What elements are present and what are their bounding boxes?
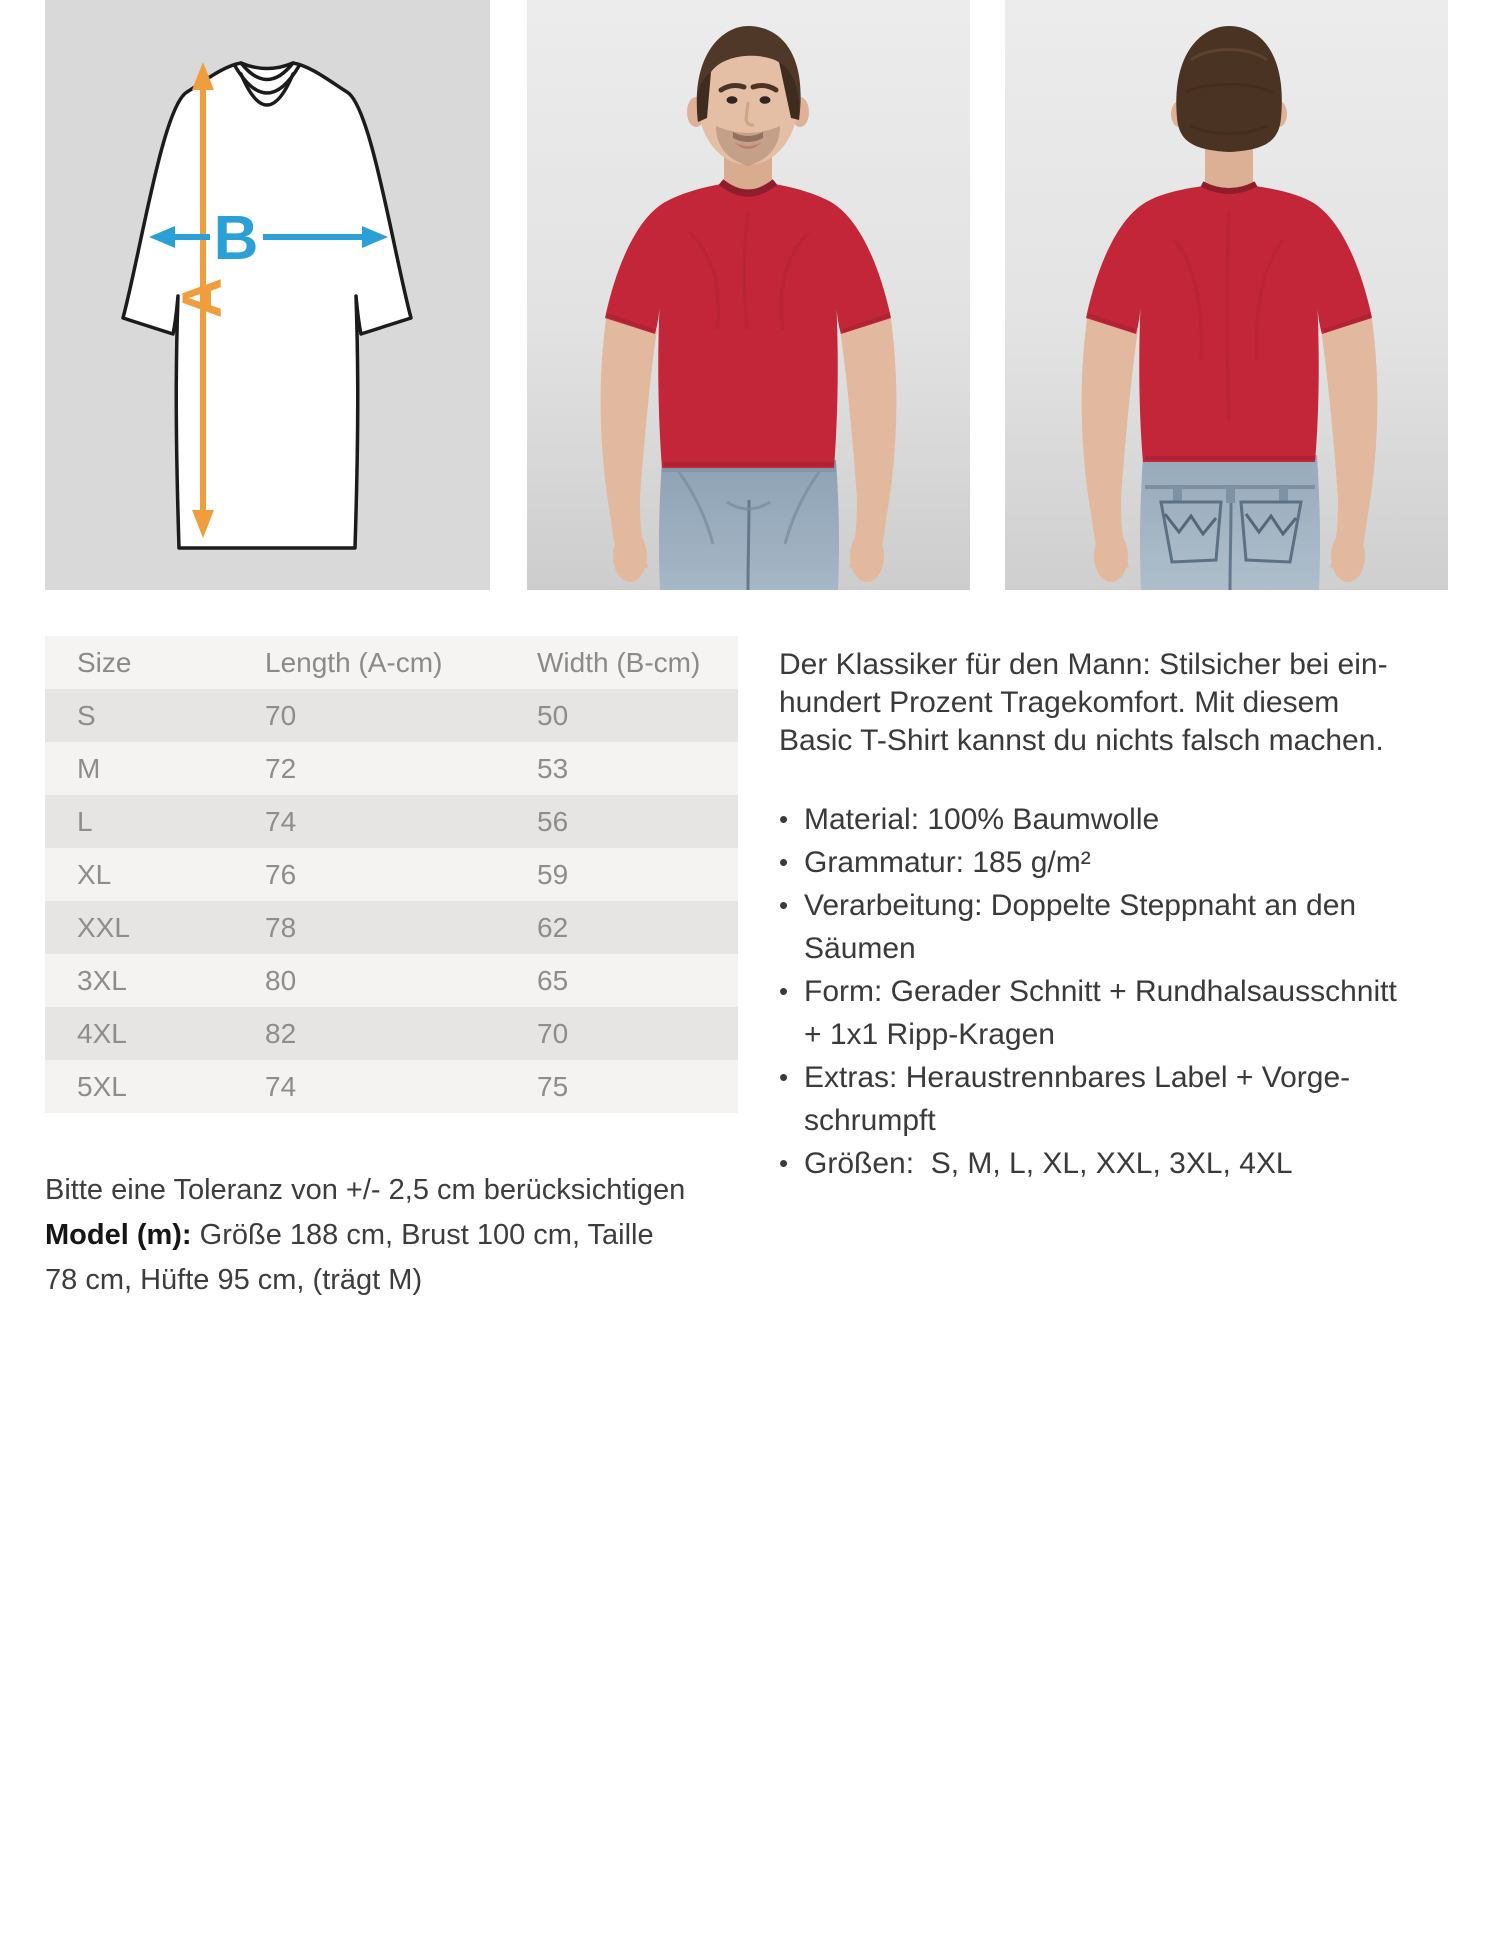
cell-size: M — [77, 752, 101, 784]
label-b: B — [213, 204, 259, 273]
list-item — [779, 884, 1489, 970]
tolerance-note — [45, 1168, 685, 1303]
col-header-width: Width (B-cm) — [537, 646, 701, 678]
cell-size: L — [77, 805, 93, 837]
cell-width: 65 — [537, 964, 569, 996]
cell-length: 72 — [265, 752, 297, 784]
cell-size: 4XL — [77, 1017, 127, 1049]
bullet-icon: • — [779, 847, 789, 877]
table-row — [45, 795, 738, 848]
cell-width: 75 — [537, 1070, 569, 1102]
bullet-icon: • — [779, 890, 789, 920]
list-item — [779, 1142, 1489, 1185]
label-a: A — [170, 277, 233, 319]
cell-size: 5XL — [77, 1070, 127, 1102]
cell-width: 53 — [537, 752, 569, 784]
bullet-icon: • — [779, 976, 789, 1006]
col-header-length: Length (A-cm) — [265, 646, 443, 678]
model-line-1 — [45, 1213, 685, 1258]
intro-line: Basic T-Shirt kannst du nichts falsch machen. — [779, 724, 1384, 757]
tshirt-measure-diagram-icon — [45, 0, 490, 590]
table-row — [45, 848, 738, 901]
cell-width: 59 — [537, 858, 569, 890]
model-back-photo — [1005, 0, 1448, 590]
cell-length: 80 — [265, 964, 297, 996]
intro-line: Der Klassiker für den Mann: Stilsicher bei ein- — [779, 648, 1388, 681]
model-back-illustration — [1005, 0, 1448, 590]
model-label: Model (m): — [45, 1219, 192, 1251]
cell-size: XL — [77, 858, 112, 890]
feature-text: Extras: Heraustrennbares Label + Vorge- — [804, 1061, 1351, 1094]
table-row — [45, 742, 738, 795]
jeans-front — [659, 460, 839, 590]
col-header-size: Size — [77, 646, 132, 678]
cell-length: 76 — [265, 858, 297, 890]
model-front-photo — [527, 0, 970, 590]
list-item — [779, 798, 1489, 841]
jeans-back — [1140, 455, 1320, 590]
cell-size: 3XL — [77, 964, 127, 996]
list-item — [779, 970, 1489, 1056]
tolerance-line: Bitte eine Toleranz von +/- 2,5 cm berücksichtigen — [45, 1174, 686, 1206]
feature-text: Säumen — [804, 932, 916, 965]
size-table-header — [45, 636, 738, 689]
list-item — [779, 1056, 1489, 1142]
cell-length: 78 — [265, 911, 297, 943]
bullet-icon: • — [779, 804, 789, 834]
feature-text: Grammatur: 185 g/m² — [804, 846, 1091, 879]
description-intro — [779, 646, 1489, 760]
feature-text: Größen: S, M, L, XL, XXL, 3XL, 4XL — [804, 1147, 1293, 1180]
model-line-rest: Größe 188 cm, Brust 100 cm, Taille — [191, 1219, 654, 1251]
feature-text: Form: Gerader Schnitt + Rundhalsausschnitt — [804, 975, 1397, 1008]
cell-size: XXL — [77, 911, 130, 943]
list-item — [779, 841, 1489, 884]
cell-size: S — [77, 699, 96, 731]
feature-list — [779, 798, 1489, 1185]
intro-line: hundert Prozent Tragekomfort. Mit diesem — [779, 686, 1340, 719]
cell-length: 74 — [265, 1070, 297, 1102]
cell-length: 70 — [265, 699, 297, 731]
feature-text: schrumpft — [804, 1104, 936, 1137]
table-row — [45, 1060, 738, 1113]
bullet-icon: • — [779, 1062, 789, 1092]
table-row — [45, 901, 738, 954]
feature-text: Material: 100% Baumwolle — [804, 803, 1160, 836]
cell-width: 62 — [537, 911, 569, 943]
size-diagram-image — [45, 0, 490, 590]
feature-text: + 1x1 Ripp-Kragen — [804, 1018, 1055, 1051]
model-front-illustration — [527, 0, 970, 590]
bullet-icon: • — [779, 1148, 789, 1178]
cell-length: 82 — [265, 1017, 297, 1049]
table-row — [45, 1007, 738, 1060]
model-line-2: 78 cm, Hüfte 95 cm, (trägt M) — [45, 1264, 423, 1296]
cell-width: 70 — [537, 1017, 569, 1049]
table-row — [45, 954, 738, 1007]
cell-width: 56 — [537, 805, 569, 837]
size-table — [45, 636, 738, 1113]
table-row — [45, 689, 738, 742]
cell-length: 74 — [265, 805, 297, 837]
cell-width: 50 — [537, 699, 569, 731]
feature-text: Verarbeitung: Doppelte Steppnaht an den — [804, 889, 1357, 922]
product-description — [779, 646, 1489, 1185]
